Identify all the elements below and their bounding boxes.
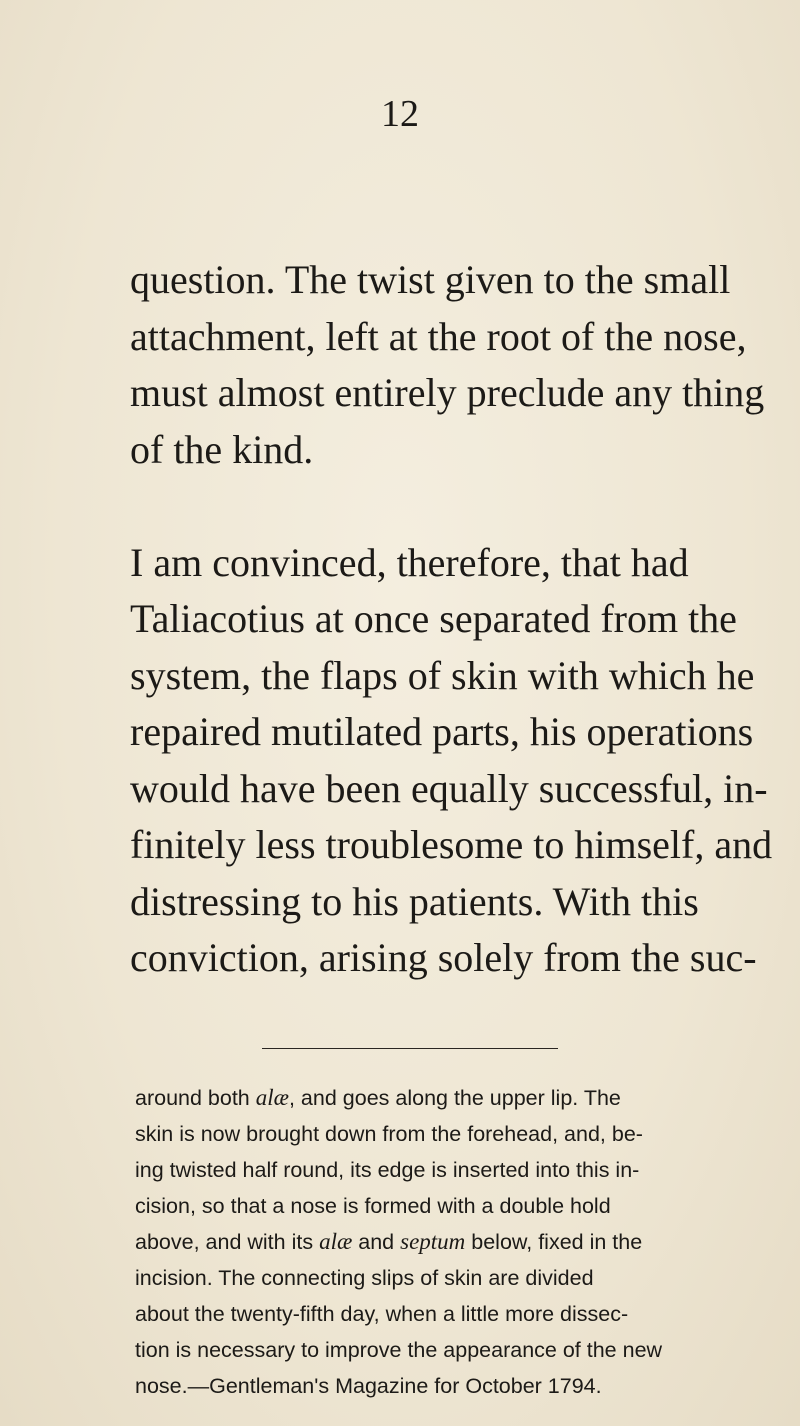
main-text bbox=[130, 252, 773, 987]
page-number: 12 bbox=[381, 93, 419, 135]
text-line: repaired mutilated parts, his operations bbox=[130, 709, 754, 754]
text-line: finitely less troublesome to himself, and bbox=[130, 822, 773, 867]
footnote-italic: alæ bbox=[255, 1085, 289, 1110]
footnote bbox=[135, 1080, 705, 1404]
footnote-line: cision, so that a nose is formed with a double hold bbox=[135, 1194, 611, 1218]
footnote-line bbox=[135, 1224, 705, 1260]
footnote-divider bbox=[262, 1048, 558, 1049]
paragraph-break bbox=[130, 478, 690, 535]
footnote-line: ing twisted half round, its edge is inserted into this in- bbox=[135, 1158, 640, 1182]
footnote-line: about the twenty-fifth day, when a little more dissec- bbox=[135, 1302, 629, 1326]
footnote-line bbox=[135, 1080, 705, 1116]
text-line: conviction, arising solely from the suc- bbox=[130, 935, 757, 980]
text-line: system, the flaps of skin with which he bbox=[130, 652, 755, 698]
footnote-text: around both bbox=[135, 1086, 256, 1110]
footnote-text: below, fixed in the bbox=[465, 1230, 643, 1254]
text-line: would have been equally successful, in- bbox=[130, 765, 768, 811]
text-line: must almost entirely preclude any thing bbox=[130, 370, 765, 415]
footnote-line: tion is necessary to improve the appearance of the new bbox=[135, 1338, 663, 1362]
footnote-text: above, and with its bbox=[135, 1230, 320, 1254]
text-line: question. The twist given to the small bbox=[130, 257, 731, 302]
text-line: Taliacotius at once separated from the bbox=[130, 596, 737, 641]
footnote-text: and bbox=[352, 1230, 401, 1254]
footnote-line: incision. The connecting slips of skin are divided bbox=[135, 1266, 594, 1290]
text-line: distressing to his patients. With this bbox=[130, 878, 699, 924]
footnote-line: nose.—Gentleman's Magazine for October 1794. bbox=[135, 1374, 602, 1398]
footnote-line: skin is now brought down from the forehead, and, be- bbox=[135, 1122, 643, 1146]
footnote-italic: alæ bbox=[319, 1229, 353, 1254]
footnote-italic: septum bbox=[400, 1229, 466, 1254]
text-line: attachment, left at the root of the nose, bbox=[130, 313, 747, 359]
text-line: of the kind. bbox=[130, 426, 314, 472]
footnote-text: , and goes along the upper lip. The bbox=[288, 1086, 621, 1110]
text-line: I am convinced, therefore, that had bbox=[130, 539, 689, 585]
